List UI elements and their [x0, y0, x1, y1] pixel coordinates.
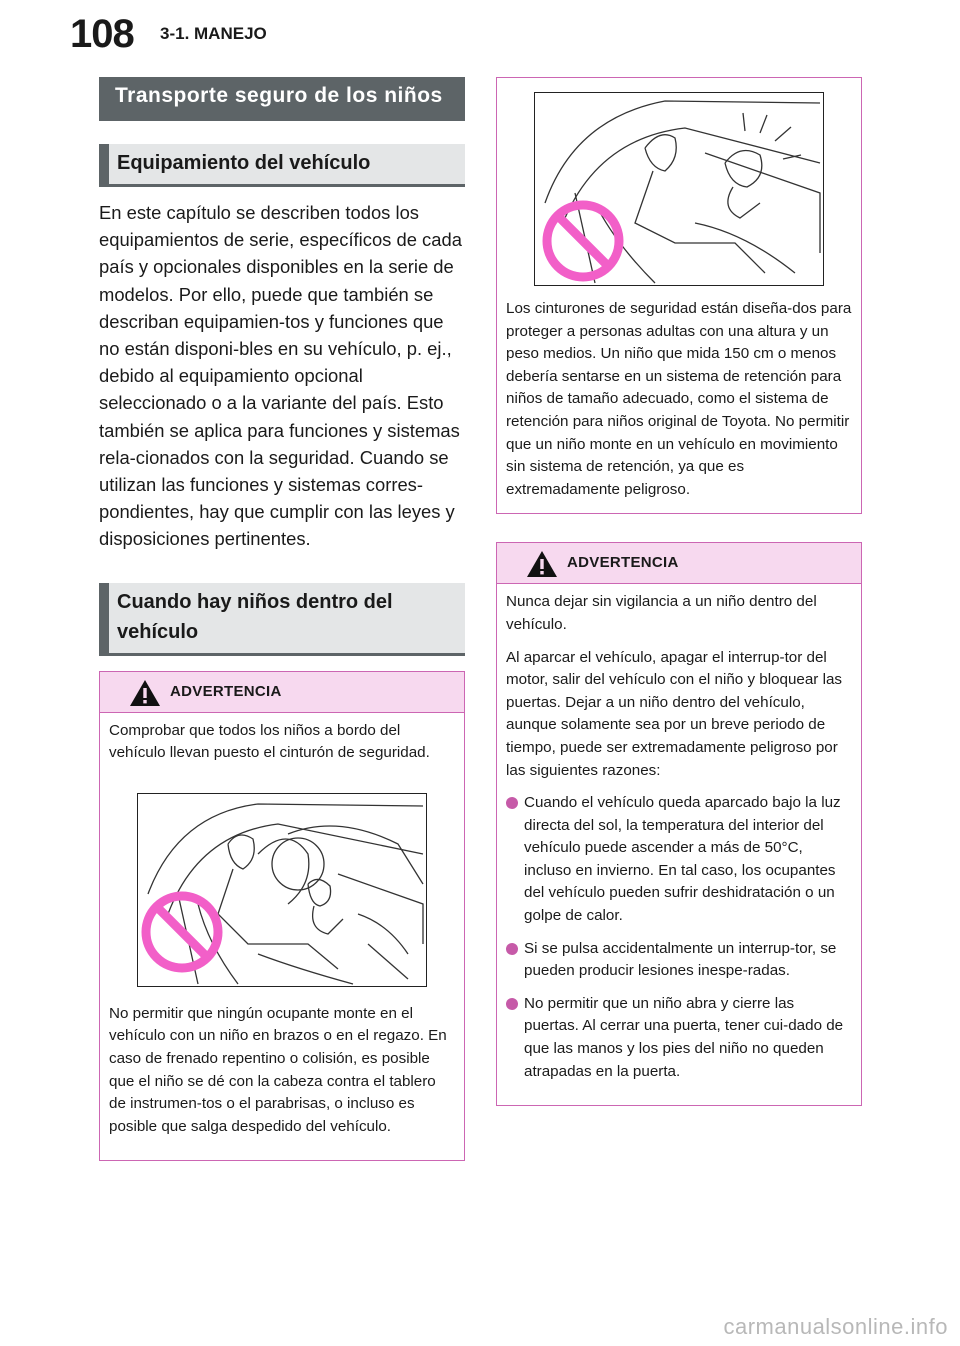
illustration-child-on-lap — [137, 793, 427, 987]
main-heading: Transporte seguro de los niños — [99, 77, 465, 121]
info-box-seatbelts — [496, 77, 862, 514]
intro-paragraph: En este capítulo se describen todos los equipamientos de serie, específicos de cada país y opcionales disponibles en la serie de modelos. Por ello, puede que también se describan equipamien-tos y funciones que no están disponi-bles en su vehículo, p. ej., debido al equipamiento opcional seleccionado o a la variante del país. Esto también se aplica para funciones y sistemas rela-cionados con la seguridad. Cuando se utilizan las funciones y sistemas corres-pondientes, hay que cumplir con las leyes y disposiciones pertinentes. — [99, 202, 462, 550]
warning-triangle-icon — [525, 549, 559, 579]
warning-header — [497, 543, 861, 584]
warning-box-left — [99, 671, 465, 1162]
warning-text-parking: Al aparcar el vehículo, apagar el interrup-tor del motor, salir del vehículo con el niño y bloquear las puertas. Dejar a un niño dentro del vehículo, aunque solamente sea por un breve periodo de tiempo, puede ser extremadamente peligroso por las siguientes razones: — [506, 648, 843, 779]
bullet-text: Si se pulsa accidentalmente un interrup-tor, se pueden producir lesiones inespe-radas. — [524, 939, 837, 980]
illustration-airbag-child — [534, 92, 824, 286]
warning-text-lap: No permitir que ningún ocupante monte en el vehículo con un niño en brazos o en el regazo. En caso de frenado repentino o colisión, es posible que el niño se dé con la cabeza contra el tablero de instrumen-tos o el parabrisas, o incluso es posible que salga despedido del vehículo. — [109, 1004, 447, 1135]
left-column — [99, 77, 465, 1161]
info-text-seatbelts: Los cinturones de seguridad están diseña-dos para proteger a personas adultas con una altura y un peso medios. Un niño que mida 150 cm o menos debería sentarse en un sistema de retención para niños de tamaño adecuado, como el sistema de retención para niños original de Toyota. No permitir que un niño monte en un vehículo en movimiento sin sistema de retención, ya que es extremadamente peligroso. — [506, 300, 852, 498]
bullet-text: No permitir que un niño abra y cierre las puertas. Al cerrar una puerta, tener cui-dado de que las manos y los pies del niño no queden atrapadas en la puerta. — [524, 994, 844, 1080]
warning-body — [497, 584, 861, 1105]
section-header: 3-1. MANEJO — [160, 24, 267, 43]
prohibition-icon — [547, 205, 619, 277]
bullet-icon — [506, 998, 518, 1010]
warning-text-unattended: Nunca dejar sin vigilancia a un niño dentro del vehículo. — [506, 593, 817, 633]
bullet-icon — [506, 943, 518, 955]
bullet-icon — [506, 797, 518, 809]
right-column — [496, 77, 862, 1106]
warning-title: ADVERTENCIA — [170, 682, 282, 700]
warning-box-right — [496, 542, 862, 1106]
bullet-text: Cuando el vehículo queda aparcado bajo la luz directa del sol, la temperatura del interior del vehículo puede ascender a más de 50°C, incluso en invierno. En tal caso, los ocupantes del vehículo pueden sufrir deshidratación o un golpe de calor. — [524, 794, 841, 925]
subheading-ninos: Cuando hay niños dentro del vehículo — [99, 583, 465, 656]
warning-triangle-icon — [128, 678, 162, 708]
watermark: carmanualsonline.info — [723, 1314, 948, 1339]
warning-header — [100, 672, 464, 713]
warning-text-seatbelt: Comprobar que todos los niños a bordo del vehículo llevan puesto el cinturón de seguridad. — [109, 721, 430, 762]
warning-body — [100, 713, 464, 1161]
warning-title: ADVERTENCIA — [567, 554, 679, 572]
list-item — [506, 993, 852, 1083]
car-interior-illustration — [138, 794, 426, 986]
list-item — [506, 938, 852, 983]
page-number: 108 — [70, 12, 134, 56]
subheading-equipamiento: Equipamiento del vehículo — [99, 144, 465, 187]
list-item — [506, 792, 852, 928]
airbag-illustration — [535, 93, 823, 285]
